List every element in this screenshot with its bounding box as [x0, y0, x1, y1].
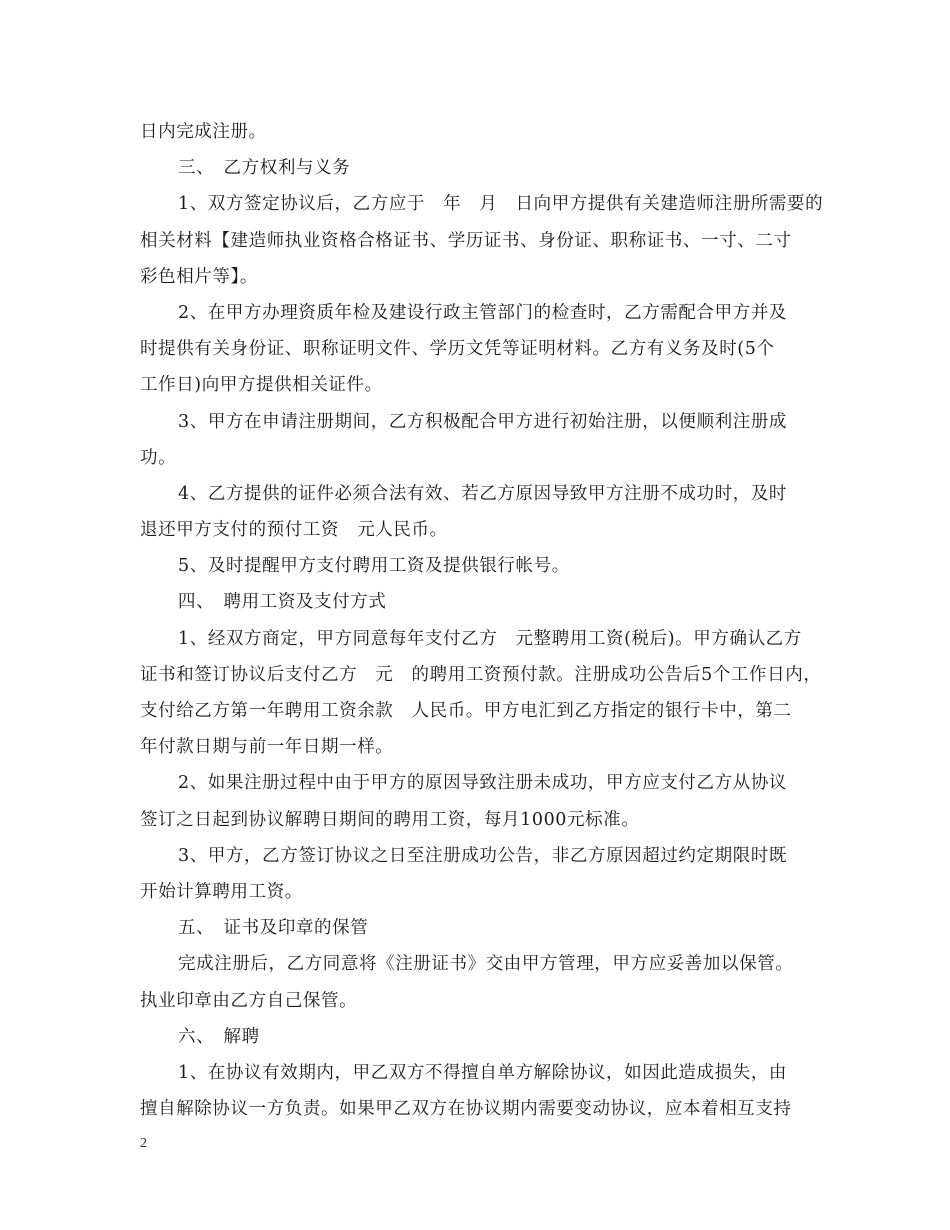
paragraph-line: 5、及时提醒甲方支付聘用工资及提供银行帐号。: [178, 556, 570, 577]
paragraph-line: 执业印章由乙方自己保管。: [140, 990, 358, 1011]
paragraph-line: 4、乙方提供的证件必须合法有效、若乙方原因导致甲方注册不成功时，及时: [178, 483, 788, 504]
paragraph-line: 时提供有关身份证、职称证明文件、学历文凭等证明材料。乙方有义务及时(5个: [140, 339, 775, 360]
paragraph-line: 支付给乙方第一年聘用工资余款 人民币。甲方电汇到乙方指定的银行卡中，第二: [140, 701, 792, 721]
paragraph-line: 证书和签订协议后支付乙方 元 的聘用工资预付款。注册成功公告后5个工作日内，: [140, 664, 822, 685]
paragraph-line: 日内完成注册。: [140, 122, 267, 142]
paragraph-line: 年付款日期与前一年日期一样。: [140, 737, 394, 758]
paragraph-line: 工作日)向甲方提供相关证件。: [140, 375, 383, 396]
paragraph-line: 完成注册后，乙方同意将《注册证书》交由甲方管理，甲方应妥善加以保管。: [178, 954, 794, 975]
section-heading-5: 五、 证书及印章的保管: [178, 918, 369, 939]
paragraph-line: 2、如果注册过程中由于甲方的原因导致注册未成功，甲方应支付乙方从协议: [178, 773, 788, 794]
paragraph-line: 退还甲方支付的预付工资 元人民币。: [140, 520, 448, 541]
section-heading-4: 四、 聘用工资及支付方式: [178, 592, 387, 613]
section-heading-6: 六、 解聘: [178, 1026, 260, 1047]
paragraph-line: 1、在协议有效期内，甲乙双方不得擅自单方解除协议，如因此造成损失，由: [178, 1062, 788, 1083]
paragraph-line: 开始计算聘用工资。: [140, 881, 303, 902]
paragraph-line: 签订之日起到协议解聘日期间的聘用工资，每月1000元标准。: [140, 809, 640, 830]
paragraph-line: 3、甲方，乙方签订协议之日至注册成功公告，非乙方原因超过约定期限时既: [178, 845, 788, 866]
paragraph-line: 功。: [140, 447, 177, 468]
paragraph-line: 1、经双方商定，甲方同意每年支付乙方 元整聘用工资(税后)。甲方确认乙方: [178, 628, 802, 649]
paragraph-line: 3、甲方在申请注册期间，乙方积极配合甲方进行初始注册，以便顺利注册成: [178, 411, 788, 432]
paragraph-line: 擅自解除协议一方负责。如果甲乙双方在协议期内需要变动协议，应本着相互支持: [140, 1099, 792, 1120]
paragraph-line: 相关材料【建造师执业资格合格证书、学历证书、身份证、职称证书、一寸、二寸: [140, 230, 792, 251]
paragraph-line: 2、在甲方办理资质年检及建设行政主管部门的检查时，乙方需配合甲方并及: [178, 302, 788, 323]
document-body: [140, 114, 824, 1127]
paragraph-line: 1、双方签定协议后，乙方应于 年 月 日向甲方提供有关建造师注册所需要的: [178, 194, 824, 215]
page-number: 2: [140, 1136, 147, 1151]
section-heading-3: 三、 乙方权利与义务: [178, 158, 351, 179]
paragraph-line: 彩色相片等】。: [140, 266, 258, 287]
